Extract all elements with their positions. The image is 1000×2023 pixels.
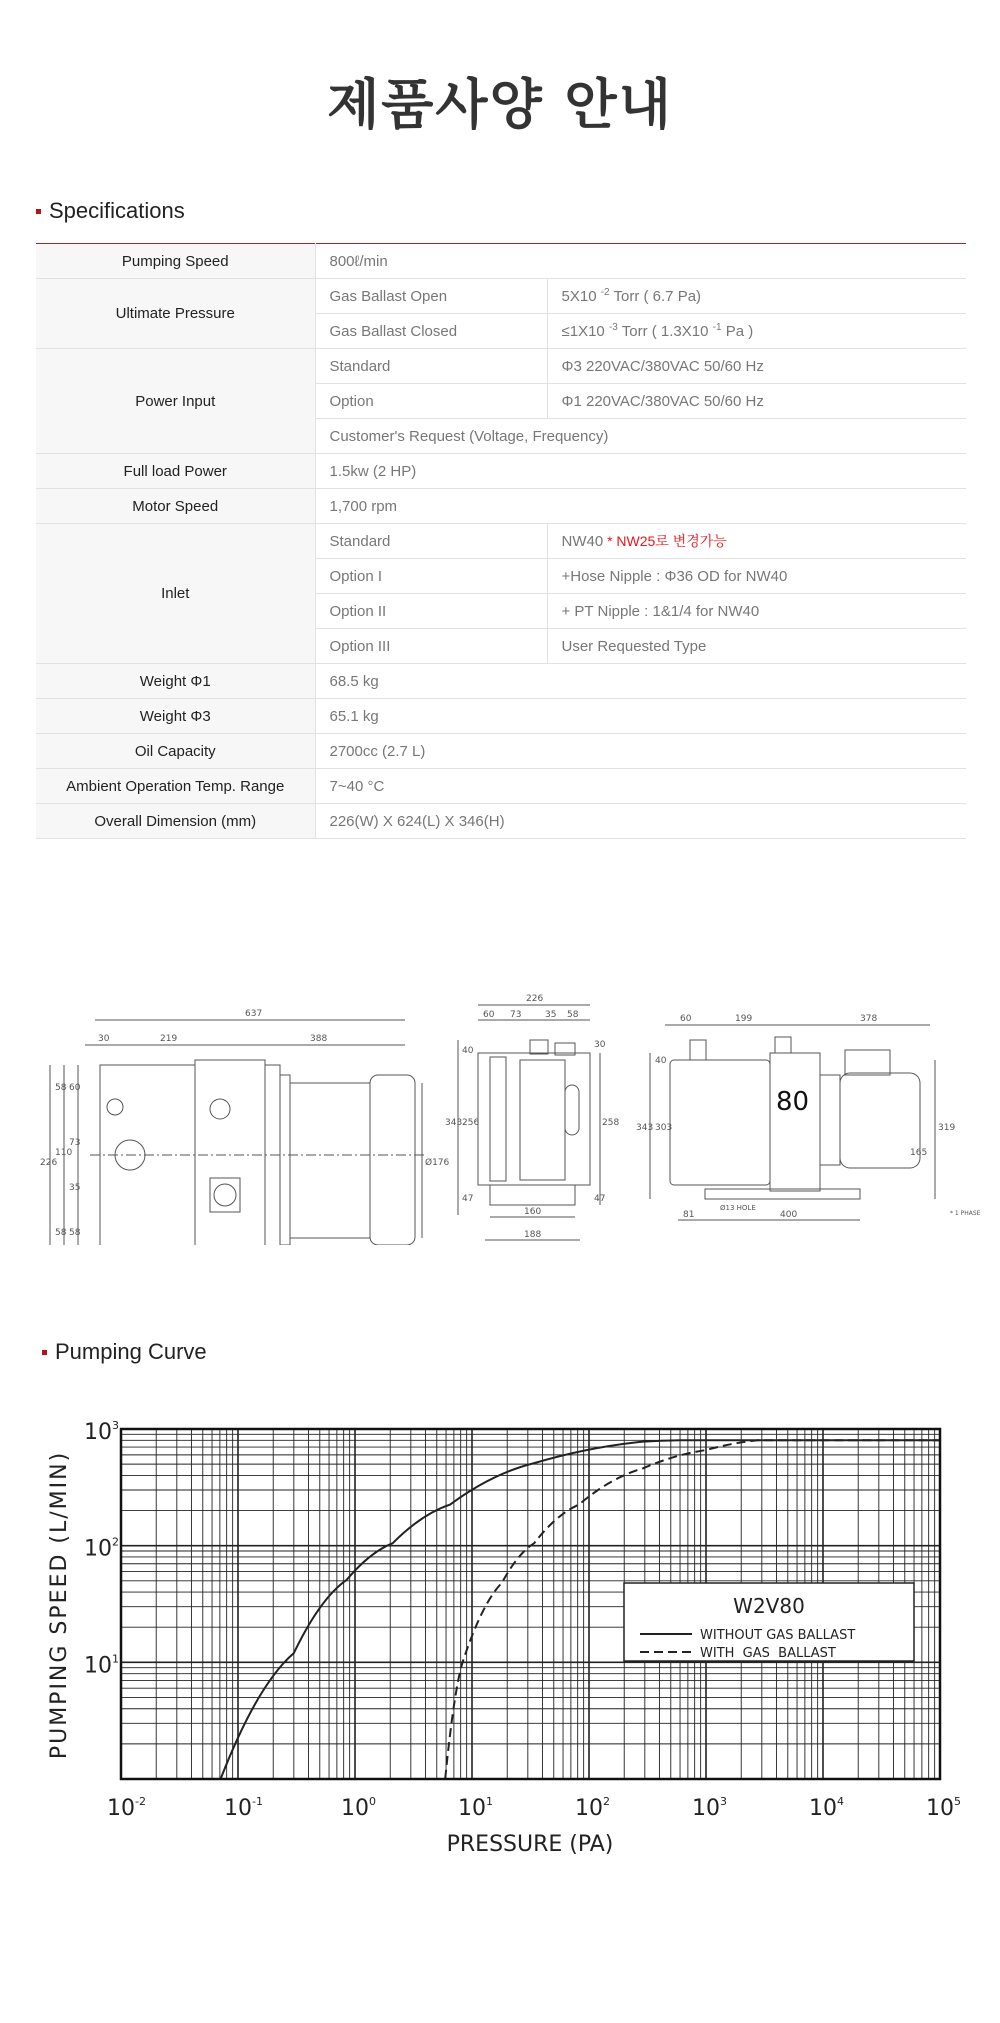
y-tick-label: $10^1$ bbox=[84, 1652, 119, 1679]
sub-label: Option I bbox=[315, 559, 547, 594]
model-badge: 80 bbox=[776, 1087, 810, 1117]
svg-text:73: 73 bbox=[510, 1010, 522, 1020]
x-tick-labels bbox=[107, 1795, 961, 1821]
y-tick-label: $10^3$ bbox=[84, 1419, 119, 1445]
inlet-note: * NW25로 변경가능 bbox=[603, 533, 727, 549]
svg-text:226: 226 bbox=[526, 994, 544, 1004]
specifications-table bbox=[36, 243, 966, 839]
row-value: + PT Nipple : 1&1/4 for NW40 bbox=[547, 594, 966, 629]
row-value: NW40 * NW25로 변경가능 bbox=[547, 524, 966, 559]
svg-text:400: 400 bbox=[780, 1210, 798, 1220]
row-label: Pumping Speed bbox=[36, 244, 315, 279]
sub-label: Option III bbox=[315, 629, 547, 664]
y-tick-label: $10^2$ bbox=[84, 1535, 119, 1562]
page-title: 제품사양 안내 bbox=[327, 73, 673, 136]
specifications-heading-text: Specifications bbox=[49, 198, 185, 223]
legend-entry: WITH GAS BALLAST bbox=[700, 1646, 836, 1661]
row-value: 68.5 kg bbox=[315, 664, 966, 699]
x-tick-label: $10^0$ bbox=[341, 1795, 376, 1821]
svg-text:* 1 PHASE: * 1 PHASE bbox=[950, 1210, 981, 1217]
row-label: Weight Φ1 bbox=[36, 664, 315, 699]
svg-text:35: 35 bbox=[545, 1010, 557, 1020]
svg-text:160: 160 bbox=[524, 1207, 542, 1217]
row-value: ≤1X10 $^{-3}$ Torr ( 1.3X10 $^{-1}$ Pa ) bbox=[547, 314, 966, 349]
row-value: 65.1 kg bbox=[315, 699, 966, 734]
row-value: 2700cc (2.7 L) bbox=[315, 734, 966, 769]
svg-text:47: 47 bbox=[594, 1194, 606, 1204]
svg-text:343: 343 bbox=[445, 1118, 463, 1128]
row-label: Ambient Operation Temp. Range bbox=[36, 769, 315, 804]
row-value: +Hose Nipple : Φ36 OD for NW40 bbox=[547, 559, 966, 594]
row-label: Ultimate Pressure bbox=[36, 279, 315, 349]
sub-label: Option bbox=[315, 384, 547, 419]
svg-text:Ø176: Ø176 bbox=[425, 1158, 450, 1168]
table-row bbox=[36, 489, 966, 524]
sub-label: Gas Ballast Closed bbox=[315, 314, 547, 349]
x-tick-label: $10^5$ bbox=[926, 1795, 961, 1821]
table-row bbox=[36, 664, 966, 699]
legend-entry: WITHOUT GAS BALLAST bbox=[700, 1628, 856, 1643]
table-row bbox=[36, 349, 966, 384]
svg-text:81: 81 bbox=[683, 1210, 695, 1220]
svg-text:165: 165 bbox=[910, 1148, 928, 1158]
row-value: Φ3 220VAC/380VAC 50/60 Hz bbox=[547, 349, 966, 384]
svg-text:303: 303 bbox=[655, 1123, 673, 1133]
bullet-icon bbox=[42, 1350, 47, 1355]
sub-label: Standard bbox=[315, 349, 547, 384]
table-row bbox=[36, 769, 966, 804]
specifications-heading bbox=[36, 198, 185, 224]
row-label: Motor Speed bbox=[36, 489, 315, 524]
sub-label: Option II bbox=[315, 594, 547, 629]
svg-text:226: 226 bbox=[40, 1158, 58, 1168]
y-tick-labels bbox=[84, 1419, 119, 1678]
front-view-drawing bbox=[40, 1009, 450, 1245]
svg-text:60: 60 bbox=[483, 1010, 495, 1020]
row-value: Customer's Request (Voltage, Frequency) bbox=[315, 419, 966, 454]
row-label: Full load Power bbox=[36, 454, 315, 489]
table-row bbox=[36, 244, 966, 279]
svg-text:343: 343 bbox=[636, 1123, 654, 1133]
pumping-curve-chart bbox=[0, 1400, 1000, 1880]
svg-text:30: 30 bbox=[594, 1040, 606, 1050]
side-view-drawing bbox=[445, 994, 619, 1240]
table-row bbox=[36, 734, 966, 769]
y-axis-label: PUMPING SPEED (L/MIN) bbox=[47, 1450, 72, 1760]
row-value: User Requested Type bbox=[547, 629, 966, 664]
svg-text:40: 40 bbox=[655, 1056, 667, 1066]
x-tick-label: $10^1$ bbox=[458, 1795, 493, 1821]
table-row bbox=[36, 454, 966, 489]
sub-label: Gas Ballast Open bbox=[315, 279, 547, 314]
svg-text:388: 388 bbox=[310, 1034, 328, 1044]
row-label: Oil Capacity bbox=[36, 734, 315, 769]
x-tick-label: $10^{-1}$ bbox=[224, 1795, 263, 1821]
row-label: Inlet bbox=[36, 524, 315, 664]
svg-text:73: 73 bbox=[69, 1138, 81, 1148]
bullet-icon bbox=[36, 209, 41, 214]
pumping-curve-heading-text: Pumping Curve bbox=[55, 1339, 207, 1364]
svg-text:110: 110 bbox=[55, 1148, 73, 1158]
chart-legend bbox=[624, 1583, 914, 1661]
x-tick-label: $10^{-2}$ bbox=[107, 1795, 146, 1821]
row-value: 800ℓ/min bbox=[315, 244, 966, 279]
row-value: 7~40 °C bbox=[315, 769, 966, 804]
row-value: 1,700 rpm bbox=[315, 489, 966, 524]
svg-text:58: 58 bbox=[55, 1083, 67, 1093]
svg-text:40: 40 bbox=[462, 1046, 474, 1056]
row-label: Weight Φ3 bbox=[36, 699, 315, 734]
x-axis-label: PRESSURE (PA) bbox=[446, 1832, 614, 1857]
svg-text:58: 58 bbox=[55, 1228, 67, 1238]
x-tick-label: $10^2$ bbox=[575, 1795, 610, 1821]
svg-text:60: 60 bbox=[680, 1014, 692, 1024]
row-value: 5X10 $^{-2}$ Torr ( 6.7 Pa) bbox=[547, 279, 966, 314]
table-row bbox=[36, 279, 966, 314]
svg-text:258: 258 bbox=[602, 1118, 620, 1128]
svg-text:219: 219 bbox=[160, 1034, 178, 1044]
sub-label: Standard bbox=[315, 524, 547, 559]
row-label: Power Input bbox=[36, 349, 315, 454]
svg-text:256: 256 bbox=[462, 1118, 480, 1128]
svg-text:58: 58 bbox=[567, 1010, 579, 1020]
svg-text:47: 47 bbox=[462, 1194, 474, 1204]
row-value: 1.5kw (2 HP) bbox=[315, 454, 966, 489]
row-label: Overall Dimension (mm) bbox=[36, 804, 315, 839]
dim-label: 637 bbox=[245, 1009, 263, 1019]
svg-text:319: 319 bbox=[938, 1123, 956, 1133]
table-row bbox=[36, 699, 966, 734]
x-tick-label: $10^4$ bbox=[809, 1795, 844, 1821]
svg-text:Ø13 HOLE: Ø13 HOLE bbox=[720, 1204, 756, 1212]
svg-text:35: 35 bbox=[69, 1183, 81, 1193]
svg-text:378: 378 bbox=[860, 1014, 878, 1024]
svg-text:30: 30 bbox=[98, 1034, 110, 1044]
legend-title: W2V80 bbox=[733, 1594, 805, 1618]
svg-text:188: 188 bbox=[524, 1230, 542, 1240]
row-value: 226(W) X 624(L) X 346(H) bbox=[315, 804, 966, 839]
row-value: Φ1 220VAC/380VAC 50/60 Hz bbox=[547, 384, 966, 419]
pump-dimension-drawings bbox=[0, 965, 1000, 1245]
table-row bbox=[36, 804, 966, 839]
svg-text:60: 60 bbox=[69, 1083, 81, 1093]
pumping-curve-heading bbox=[42, 1339, 207, 1365]
x-tick-label: $10^3$ bbox=[692, 1795, 727, 1821]
rear-view-drawing bbox=[636, 1014, 981, 1220]
svg-text:58: 58 bbox=[69, 1228, 81, 1238]
table-row bbox=[36, 524, 966, 559]
svg-text:199: 199 bbox=[735, 1014, 753, 1024]
